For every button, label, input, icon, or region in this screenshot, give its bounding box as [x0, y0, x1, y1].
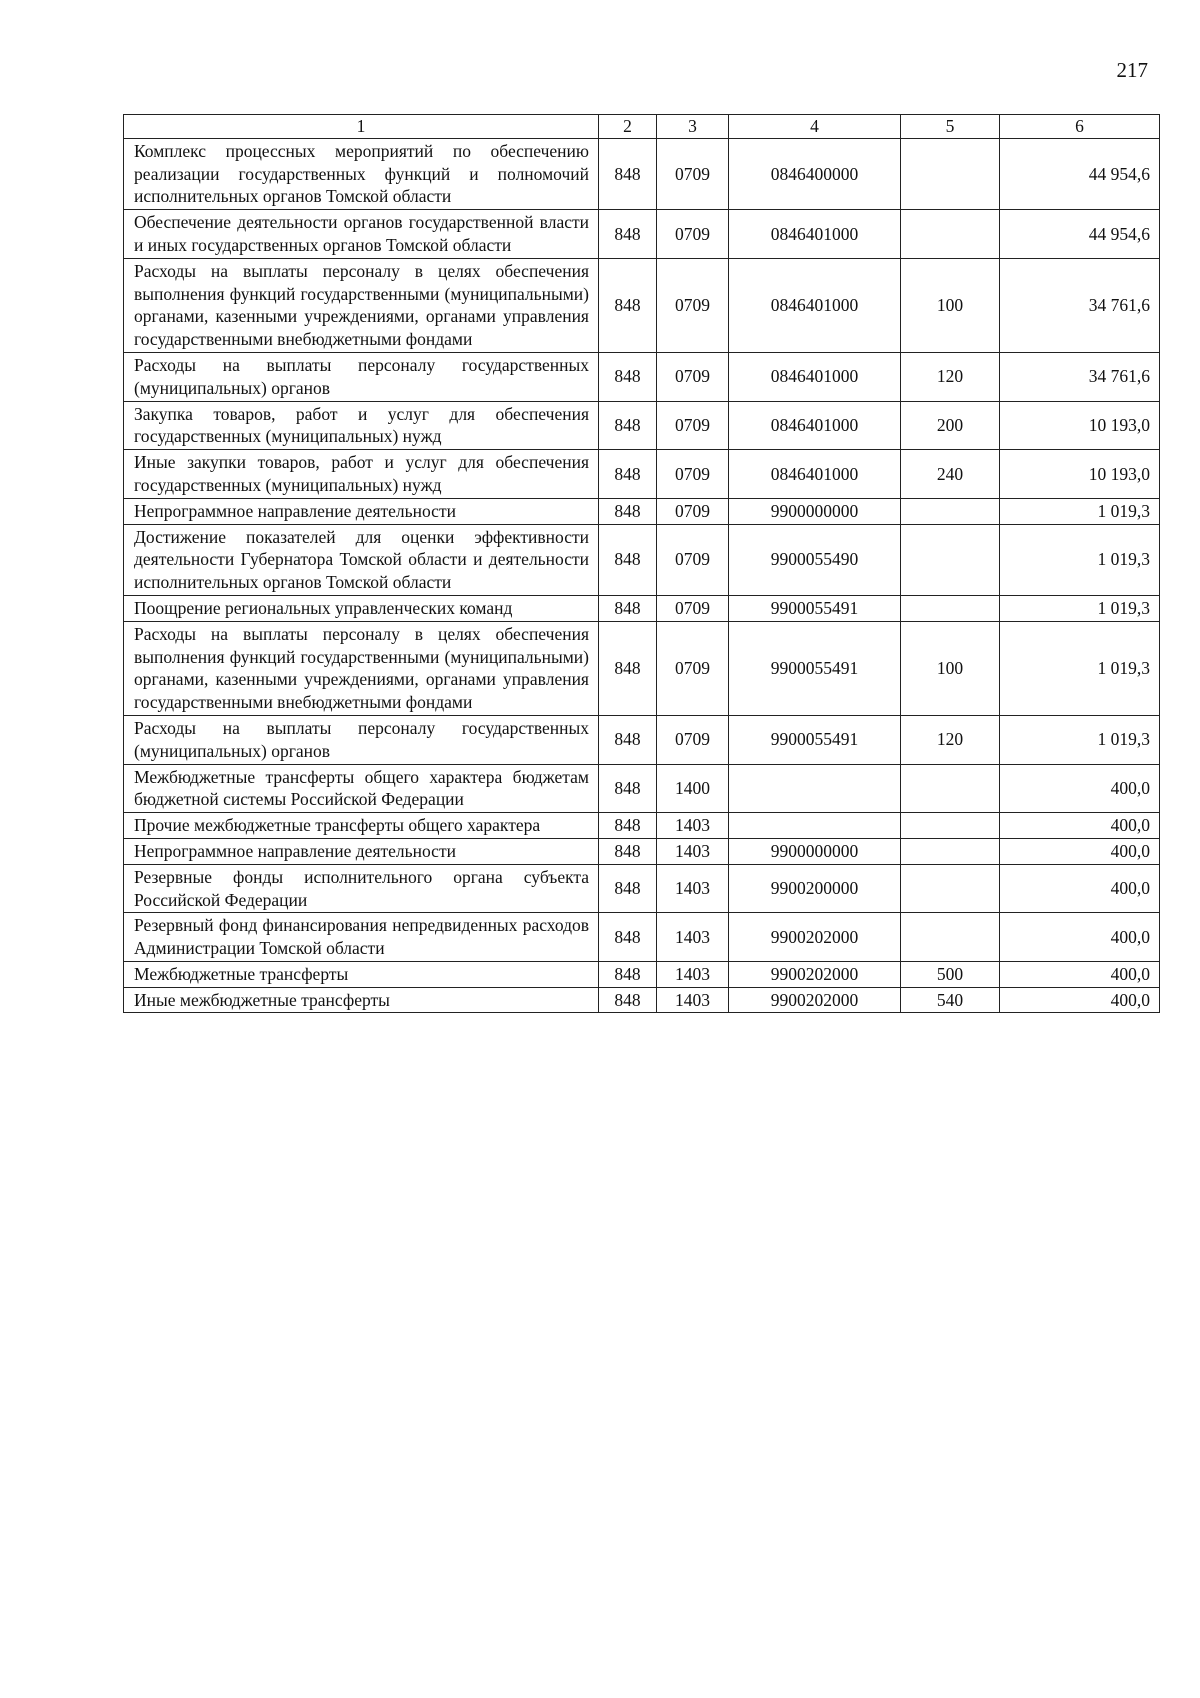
row-target-article: 9900055491	[729, 715, 901, 764]
row-amount: 1 019,3	[1000, 621, 1160, 715]
table-body	[124, 115, 1160, 1013]
row-section-code: 0709	[657, 715, 729, 764]
row-amount: 34 761,6	[1000, 352, 1160, 401]
row-target-article	[729, 813, 901, 839]
table-row	[124, 450, 1160, 499]
row-ministry-code: 848	[599, 138, 657, 209]
row-expense-type: 100	[901, 621, 1000, 715]
row-amount: 44 954,6	[1000, 210, 1160, 259]
row-ministry-code: 848	[599, 961, 657, 987]
row-description: Прочие межбюджетные трансферты общего характера	[124, 813, 599, 839]
row-amount: 1 019,3	[1000, 498, 1160, 524]
row-amount: 400,0	[1000, 813, 1160, 839]
row-ministry-code: 848	[599, 595, 657, 621]
row-ministry-code: 848	[599, 352, 657, 401]
row-section-code: 0709	[657, 524, 729, 595]
row-section-code: 0709	[657, 258, 729, 352]
row-target-article: 9900055491	[729, 595, 901, 621]
row-ministry-code: 848	[599, 987, 657, 1013]
table-row	[124, 498, 1160, 524]
page-number: 217	[1116, 58, 1148, 82]
column-header: 2	[599, 115, 657, 139]
row-expense-type: 100	[901, 258, 1000, 352]
row-description: Расходы на выплаты персоналу в целях обеспечения выполнения функций государственными (муниципальными) органами, казенными учреждениями, органами управления государственными внебюджетными фондами	[124, 621, 599, 715]
row-ministry-code: 848	[599, 498, 657, 524]
row-target-article: 9900200000	[729, 864, 901, 913]
row-amount: 34 761,6	[1000, 258, 1160, 352]
row-expense-type	[901, 838, 1000, 864]
row-target-article: 0846401000	[729, 352, 901, 401]
row-target-article: 0846401000	[729, 258, 901, 352]
row-description: Расходы на выплаты персоналу государственных (муниципальных) органов	[124, 352, 599, 401]
table-row	[124, 987, 1160, 1013]
table-row	[124, 210, 1160, 259]
table-row	[124, 352, 1160, 401]
table-row	[124, 621, 1160, 715]
row-amount: 400,0	[1000, 838, 1160, 864]
row-amount: 1 019,3	[1000, 524, 1160, 595]
row-expense-type	[901, 524, 1000, 595]
row-ministry-code: 848	[599, 621, 657, 715]
row-amount: 1 019,3	[1000, 715, 1160, 764]
row-description: Расходы на выплаты персоналу в целях обеспечения выполнения функций государственными (муниципальными) органами, казенными учреждениями, органами управления государственными внебюджетными фондами	[124, 258, 599, 352]
row-target-article: 9900000000	[729, 498, 901, 524]
row-description: Достижение показателей для оценки эффективности деятельности Губернатора Томской области и деятельности исполнительных органов Томской области	[124, 524, 599, 595]
column-header: 3	[657, 115, 729, 139]
row-ministry-code: 848	[599, 838, 657, 864]
table-row	[124, 595, 1160, 621]
row-amount: 1 019,3	[1000, 595, 1160, 621]
row-expense-type	[901, 764, 1000, 813]
row-expense-type: 120	[901, 715, 1000, 764]
table-row	[124, 258, 1160, 352]
row-section-code: 1403	[657, 838, 729, 864]
row-description: Обеспечение деятельности органов государственной власти и иных государственных органов Томской области	[124, 210, 599, 259]
row-description: Комплекс процессных мероприятий по обеспечению реализации государственных функций и полномочий исполнительных органов Томской области	[124, 138, 599, 209]
row-expense-type: 540	[901, 987, 1000, 1013]
table-row	[124, 138, 1160, 209]
row-expense-type	[901, 913, 1000, 962]
table-row	[124, 524, 1160, 595]
row-amount: 10 193,0	[1000, 450, 1160, 499]
row-section-code: 1403	[657, 864, 729, 913]
row-target-article: 9900055490	[729, 524, 901, 595]
table-row	[124, 764, 1160, 813]
row-target-article: 0846401000	[729, 210, 901, 259]
row-amount: 400,0	[1000, 987, 1160, 1013]
row-section-code: 1403	[657, 987, 729, 1013]
row-amount: 400,0	[1000, 764, 1160, 813]
row-description: Межбюджетные трансферты общего характера бюджетам бюджетной системы Российской Федерации	[124, 764, 599, 813]
row-description: Непрограммное направление деятельности	[124, 498, 599, 524]
row-section-code: 1400	[657, 764, 729, 813]
row-section-code: 0709	[657, 352, 729, 401]
row-amount: 400,0	[1000, 961, 1160, 987]
row-expense-type	[901, 813, 1000, 839]
row-expense-type: 120	[901, 352, 1000, 401]
row-target-article: 0846401000	[729, 401, 901, 450]
row-description: Межбюджетные трансферты	[124, 961, 599, 987]
row-expense-type: 240	[901, 450, 1000, 499]
row-description: Резервные фонды исполнительного органа субъекта Российской Федерации	[124, 864, 599, 913]
row-ministry-code: 848	[599, 715, 657, 764]
row-ministry-code: 848	[599, 913, 657, 962]
row-description: Поощрение региональных управленческих команд	[124, 595, 599, 621]
row-target-article	[729, 764, 901, 813]
row-expense-type: 500	[901, 961, 1000, 987]
row-section-code: 0709	[657, 595, 729, 621]
row-expense-type	[901, 210, 1000, 259]
column-header: 5	[901, 115, 1000, 139]
column-header: 6	[1000, 115, 1160, 139]
row-target-article: 9900000000	[729, 838, 901, 864]
row-expense-type	[901, 498, 1000, 524]
row-section-code: 1403	[657, 913, 729, 962]
row-description: Непрограммное направление деятельности	[124, 838, 599, 864]
row-ministry-code: 848	[599, 524, 657, 595]
table-row	[124, 961, 1160, 987]
budget-table	[123, 114, 1160, 1013]
row-description: Иные межбюджетные трансферты	[124, 987, 599, 1013]
row-target-article: 9900202000	[729, 987, 901, 1013]
row-section-code: 0709	[657, 498, 729, 524]
row-expense-type	[901, 595, 1000, 621]
row-section-code: 1403	[657, 961, 729, 987]
row-description: Иные закупки товаров, работ и услуг для обеспечения государственных (муниципальных) нужд	[124, 450, 599, 499]
row-amount: 400,0	[1000, 913, 1160, 962]
table-row	[124, 864, 1160, 913]
row-ministry-code: 848	[599, 764, 657, 813]
row-expense-type	[901, 138, 1000, 209]
row-ministry-code: 848	[599, 450, 657, 499]
row-ministry-code: 848	[599, 864, 657, 913]
table-row	[124, 401, 1160, 450]
row-target-article: 0846401000	[729, 450, 901, 499]
row-amount: 400,0	[1000, 864, 1160, 913]
row-ministry-code: 848	[599, 210, 657, 259]
column-header: 1	[124, 115, 599, 139]
row-target-article: 9900055491	[729, 621, 901, 715]
row-ministry-code: 848	[599, 401, 657, 450]
row-amount: 44 954,6	[1000, 138, 1160, 209]
table-row	[124, 913, 1160, 962]
row-section-code: 0709	[657, 401, 729, 450]
row-section-code: 0709	[657, 621, 729, 715]
row-section-code: 0709	[657, 138, 729, 209]
row-ministry-code: 848	[599, 813, 657, 839]
row-expense-type: 200	[901, 401, 1000, 450]
table-row	[124, 813, 1160, 839]
row-amount: 10 193,0	[1000, 401, 1160, 450]
row-target-article: 9900202000	[729, 913, 901, 962]
row-description: Закупка товаров, работ и услуг для обеспечения государственных (муниципальных) нужд	[124, 401, 599, 450]
table-row	[124, 838, 1160, 864]
row-expense-type	[901, 864, 1000, 913]
row-ministry-code: 848	[599, 258, 657, 352]
row-description: Расходы на выплаты персоналу государственных (муниципальных) органов	[124, 715, 599, 764]
table-header-row	[124, 115, 1160, 139]
row-section-code: 1403	[657, 813, 729, 839]
row-section-code: 0709	[657, 450, 729, 499]
row-description: Резервный фонд финансирования непредвиденных расходов Администрации Томской области	[124, 913, 599, 962]
column-header: 4	[729, 115, 901, 139]
row-target-article: 9900202000	[729, 961, 901, 987]
row-target-article: 0846400000	[729, 138, 901, 209]
table-row	[124, 715, 1160, 764]
row-section-code: 0709	[657, 210, 729, 259]
